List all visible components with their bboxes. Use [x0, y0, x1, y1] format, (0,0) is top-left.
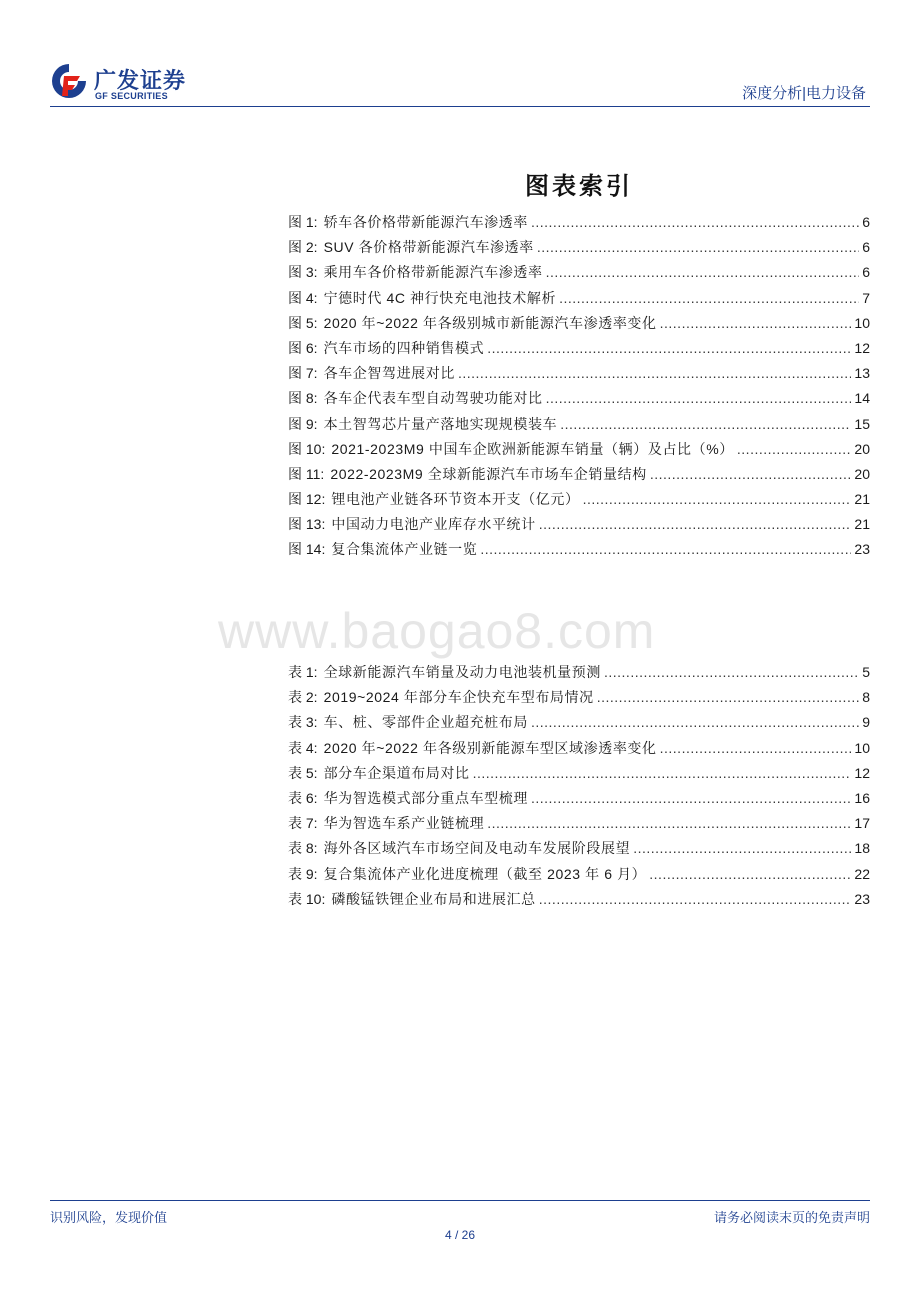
entry-title: 宁德时代 4C 神行快充电池技术解析: [323, 289, 557, 306]
entry-page: 10: [854, 739, 870, 756]
entry-title: 各车企智驾进展对比: [323, 365, 455, 382]
logo: [50, 62, 200, 106]
entry-label: 表 8:: [288, 840, 318, 857]
toc-entry-figure-8[interactable]: [288, 386, 870, 411]
dot-leader: [480, 537, 851, 562]
dot-leader: [597, 685, 859, 710]
entry-title: 磷酸锰铁锂企业布局和进展汇总: [331, 890, 536, 907]
footer-divider: [50, 1200, 870, 1201]
watermark: www.baogao8.com: [218, 603, 656, 659]
dot-leader: [473, 761, 852, 786]
toc-entry-table-1[interactable]: [288, 660, 870, 685]
entry-title: 乘用车各价格带新能源汽车渗透率: [323, 264, 543, 281]
entry-label: 表 4:: [288, 739, 318, 756]
dot-leader: [660, 736, 852, 761]
toc-entry-figure-9[interactable]: [288, 412, 870, 437]
entry-page: 18: [854, 840, 870, 857]
toc-entry-figure-2[interactable]: [288, 235, 870, 260]
entry-label: 图 2:: [288, 239, 318, 256]
dot-leader: [660, 311, 852, 336]
entry-label: 表 1:: [288, 664, 318, 680]
dot-leader: [539, 512, 852, 537]
entry-title: 2021-2023M9 中国车企欧洲新能源车销量（辆）及占比（%）: [331, 440, 734, 457]
toc-entry-figure-13[interactable]: [288, 512, 870, 537]
entry-page: 21: [854, 516, 870, 533]
footer-disclaimer-note: 请务必阅读末页的免责声明: [713, 1210, 870, 1225]
entry-label: 表 7:: [288, 815, 318, 832]
entry-title: 2020 年~2022 年各级别新能源车型区域渗透率变化: [323, 739, 657, 756]
entry-label: 图 3:: [288, 264, 318, 281]
entry-title: 2020 年~2022 年各级别城市新能源汽车渗透率变化: [323, 314, 657, 331]
entry-label: 图 6:: [288, 339, 318, 356]
entry-page: 23: [854, 890, 870, 907]
entry-label: 图 5:: [288, 314, 318, 331]
entry-page: 6: [862, 239, 870, 256]
entry-title: 部分车企渠道布局对比: [323, 764, 470, 781]
entry-title: 2019~2024 年部分车企快充车型布局情况: [323, 689, 594, 706]
toc-entry-figure-6[interactable]: [288, 336, 870, 361]
toc-entry-figure-12[interactable]: [288, 487, 870, 512]
page-number: 4 / 26: [444, 1228, 476, 1242]
toc-entry-figure-5[interactable]: [288, 311, 870, 336]
dot-leader: [546, 386, 852, 411]
logo-chinese-name: 广发证券: [94, 68, 187, 93]
toc-entry-table-9[interactable]: [288, 862, 870, 887]
entry-title: 2022-2023M9 全球新能源汽车市场车企销量结构: [330, 465, 647, 482]
entry-title: SUV 各价格带新能源汽车渗透率: [323, 239, 534, 256]
entry-page: 9: [862, 714, 870, 731]
entry-title: 华为智选车系产业链梳理: [323, 815, 485, 832]
toc-entry-table-4[interactable]: [288, 736, 870, 761]
entry-page: 12: [854, 764, 870, 781]
dot-leader: [531, 786, 851, 811]
toc-entry-figure-1[interactable]: [288, 210, 870, 235]
dot-leader: [650, 462, 852, 487]
entry-page: 14: [854, 390, 870, 407]
entry-title: 车、桩、零部件企业超充桩布局: [323, 714, 528, 731]
entry-page: 22: [854, 865, 870, 882]
entry-label: 图 14:: [288, 541, 326, 558]
toc-entry-table-5[interactable]: [288, 761, 870, 786]
dot-leader: [458, 361, 851, 386]
toc-entry-figure-14[interactable]: [288, 537, 870, 562]
entry-page: 6: [862, 214, 870, 230]
entry-label: 图 4:: [288, 289, 318, 306]
entry-title: 华为智选模式部分重点车型梳理: [323, 789, 528, 806]
table-index: [288, 660, 870, 912]
entry-page: 17: [854, 815, 870, 832]
toc-entry-figure-3[interactable]: [288, 260, 870, 285]
entry-label: 表 6:: [288, 789, 318, 806]
entry-page: 21: [854, 491, 870, 508]
entry-page: 7: [862, 289, 870, 306]
entry-label: 图 13:: [288, 516, 326, 533]
toc-entry-table-7[interactable]: [288, 811, 870, 836]
entry-page: 5: [862, 664, 870, 680]
dot-leader: [633, 836, 851, 861]
figure-index: [288, 210, 870, 563]
entry-title: 本土智驾芯片量产落地实现规模装车: [323, 415, 558, 432]
dot-leader: [559, 286, 859, 311]
report-type: 深度分析|电力设备: [742, 85, 866, 102]
dot-leader: [487, 811, 851, 836]
entry-page: 20: [854, 440, 870, 457]
toc-entry-figure-4[interactable]: [288, 286, 870, 311]
entry-label: 表 3:: [288, 714, 318, 731]
entry-page: 10: [854, 314, 870, 331]
toc-entry-figure-7[interactable]: [288, 361, 870, 386]
entry-title: 中国动力电池产业库存水平统计: [331, 516, 536, 533]
entry-title: 汽车市场的四种销售模式: [323, 339, 485, 356]
entry-label: 图 11:: [288, 465, 325, 482]
dot-leader: [737, 437, 852, 462]
entry-title: 复合集流体产业化进度梳理（截至 2023 年 6 月）: [323, 865, 647, 882]
dot-leader: [546, 260, 860, 285]
footer-slogan: 识别风险，发现价值: [50, 1210, 168, 1225]
entry-page: 20: [854, 465, 870, 482]
entry-title: 复合集流体产业链一览: [331, 541, 478, 558]
entry-title: 海外各区域汽车市场空间及电动车发展阶段展望: [323, 840, 631, 857]
entry-label: 图 10:: [288, 440, 326, 457]
logo-english-name: GF SECURITIES: [95, 91, 168, 101]
entry-title: 锂电池产业链各环节资本开支（亿元）: [331, 491, 580, 508]
entry-page: 8: [862, 689, 870, 706]
entry-label: 图 9:: [288, 415, 318, 432]
entry-page: 12: [854, 339, 870, 356]
toc-entry-figure-11[interactable]: [288, 462, 870, 487]
entry-page: 16: [854, 789, 870, 806]
entry-title: 各车企代表车型自动驾驶功能对比: [323, 390, 543, 407]
gf-logo-icon: [50, 62, 88, 100]
dot-leader: [531, 710, 859, 735]
toc-entry-table-8[interactable]: [288, 836, 870, 861]
entry-page: 15: [854, 415, 870, 432]
entry-label: 图 8:: [288, 390, 318, 407]
toc-entry-table-2[interactable]: [288, 685, 870, 710]
toc-entry-table-10[interactable]: [288, 887, 870, 912]
toc-entry-table-6[interactable]: [288, 786, 870, 811]
toc-entry-figure-10[interactable]: [288, 437, 870, 462]
entry-title: 轿车各价格带新能源汽车渗透率: [323, 214, 528, 230]
entry-page: 13: [854, 365, 870, 382]
entry-title: 全球新能源汽车销量及动力电池装机量预测: [323, 664, 601, 680]
dot-leader: [604, 660, 859, 685]
dot-leader: [487, 336, 851, 361]
dot-leader: [649, 862, 851, 887]
dot-leader: [531, 210, 859, 235]
dot-leader: [537, 235, 859, 260]
entry-label: 图 7:: [288, 365, 318, 382]
header-divider: [50, 106, 870, 107]
entry-label: 表 9:: [288, 865, 318, 882]
entry-label: 表 5:: [288, 764, 318, 781]
entry-page: 6: [862, 264, 870, 281]
entry-label: 图 1:: [288, 214, 318, 230]
dot-leader: [560, 412, 851, 437]
entry-label: 表 10:: [288, 890, 326, 907]
dot-leader: [539, 887, 852, 912]
toc-entry-table-3[interactable]: [288, 710, 870, 735]
page-title: 图表索引: [525, 171, 633, 200]
entry-page: 23: [854, 541, 870, 558]
entry-label: 表 2:: [288, 689, 318, 706]
dot-leader: [583, 487, 852, 512]
entry-label: 图 12:: [288, 491, 326, 508]
